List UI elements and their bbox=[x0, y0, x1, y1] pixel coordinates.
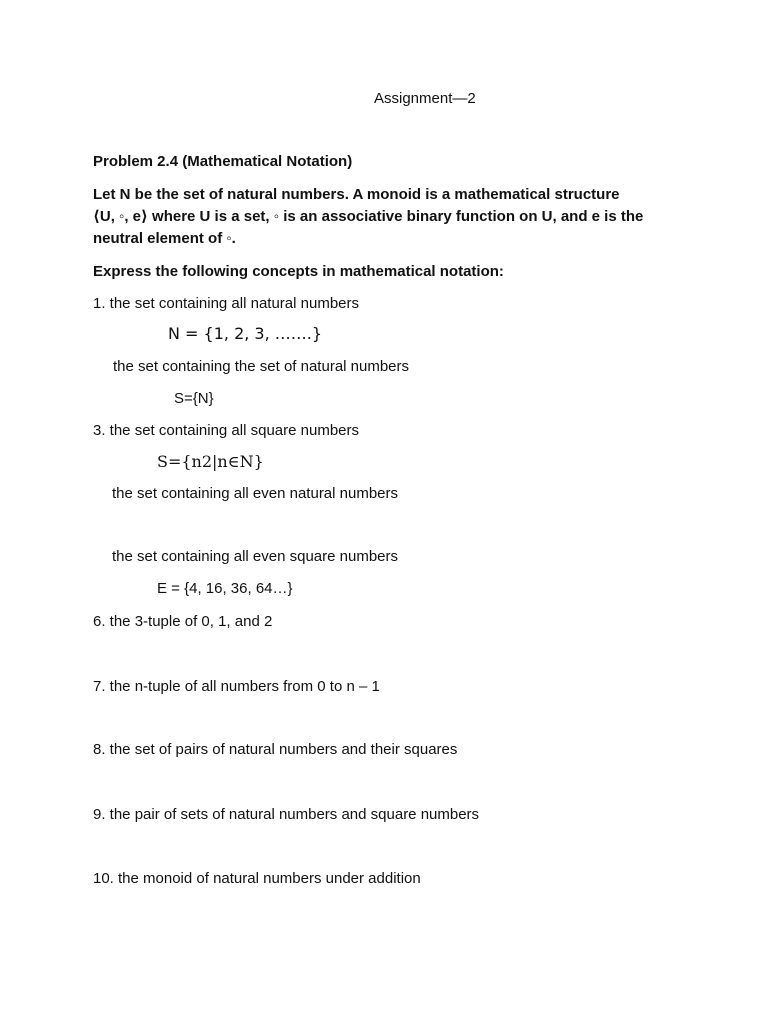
item-3-label: 3. the set containing all square numbers bbox=[93, 422, 359, 439]
page-title: Assignment—2 bbox=[374, 90, 476, 107]
item-8-label: 8. the set of pairs of natural numbers and their squares bbox=[93, 741, 458, 758]
item-5-label: the set containing all even square numbers bbox=[112, 548, 399, 565]
intro-line-1: Let N be the set of natural numbers. A monoid is a mathematical structure bbox=[93, 186, 620, 203]
item-2-answer: S={N} bbox=[174, 390, 214, 407]
item-2-label: the set containing the set of natural numbers bbox=[113, 358, 410, 375]
item-1-label: 1. the set containing all natural numbers bbox=[93, 295, 359, 312]
problem-heading: Problem 2.4 (Mathematical Notation) bbox=[93, 153, 353, 170]
item-5-answer: E = {4, 16, 36, 64…} bbox=[157, 580, 293, 597]
item-9-label: 9. the pair of sets of natural numbers and square numbers bbox=[93, 806, 480, 823]
item-4-label: the set containing all even natural numbers bbox=[112, 485, 399, 502]
instruction-text: Express the following concepts in mathematical notation: bbox=[93, 263, 504, 280]
item-10-label: 10. the monoid of natural numbers under addition bbox=[93, 870, 421, 887]
item-6-label: 6. the 3-tuple of 0, 1, and 2 bbox=[93, 613, 273, 630]
intro-line-3: neutral element of ◦. bbox=[93, 230, 236, 247]
intro-line-2: ⟨U, ◦, e⟩ where U is a set, ◦ is an associative binary function on U, and e is the bbox=[93, 208, 644, 225]
item-7-label: 7. the n-tuple of all numbers from 0 to n – 1 bbox=[93, 678, 380, 695]
item-1-answer: N = {1, 2, 3, …….} bbox=[168, 324, 323, 343]
item-3-answer: S={n2|n∈N} bbox=[157, 452, 264, 471]
